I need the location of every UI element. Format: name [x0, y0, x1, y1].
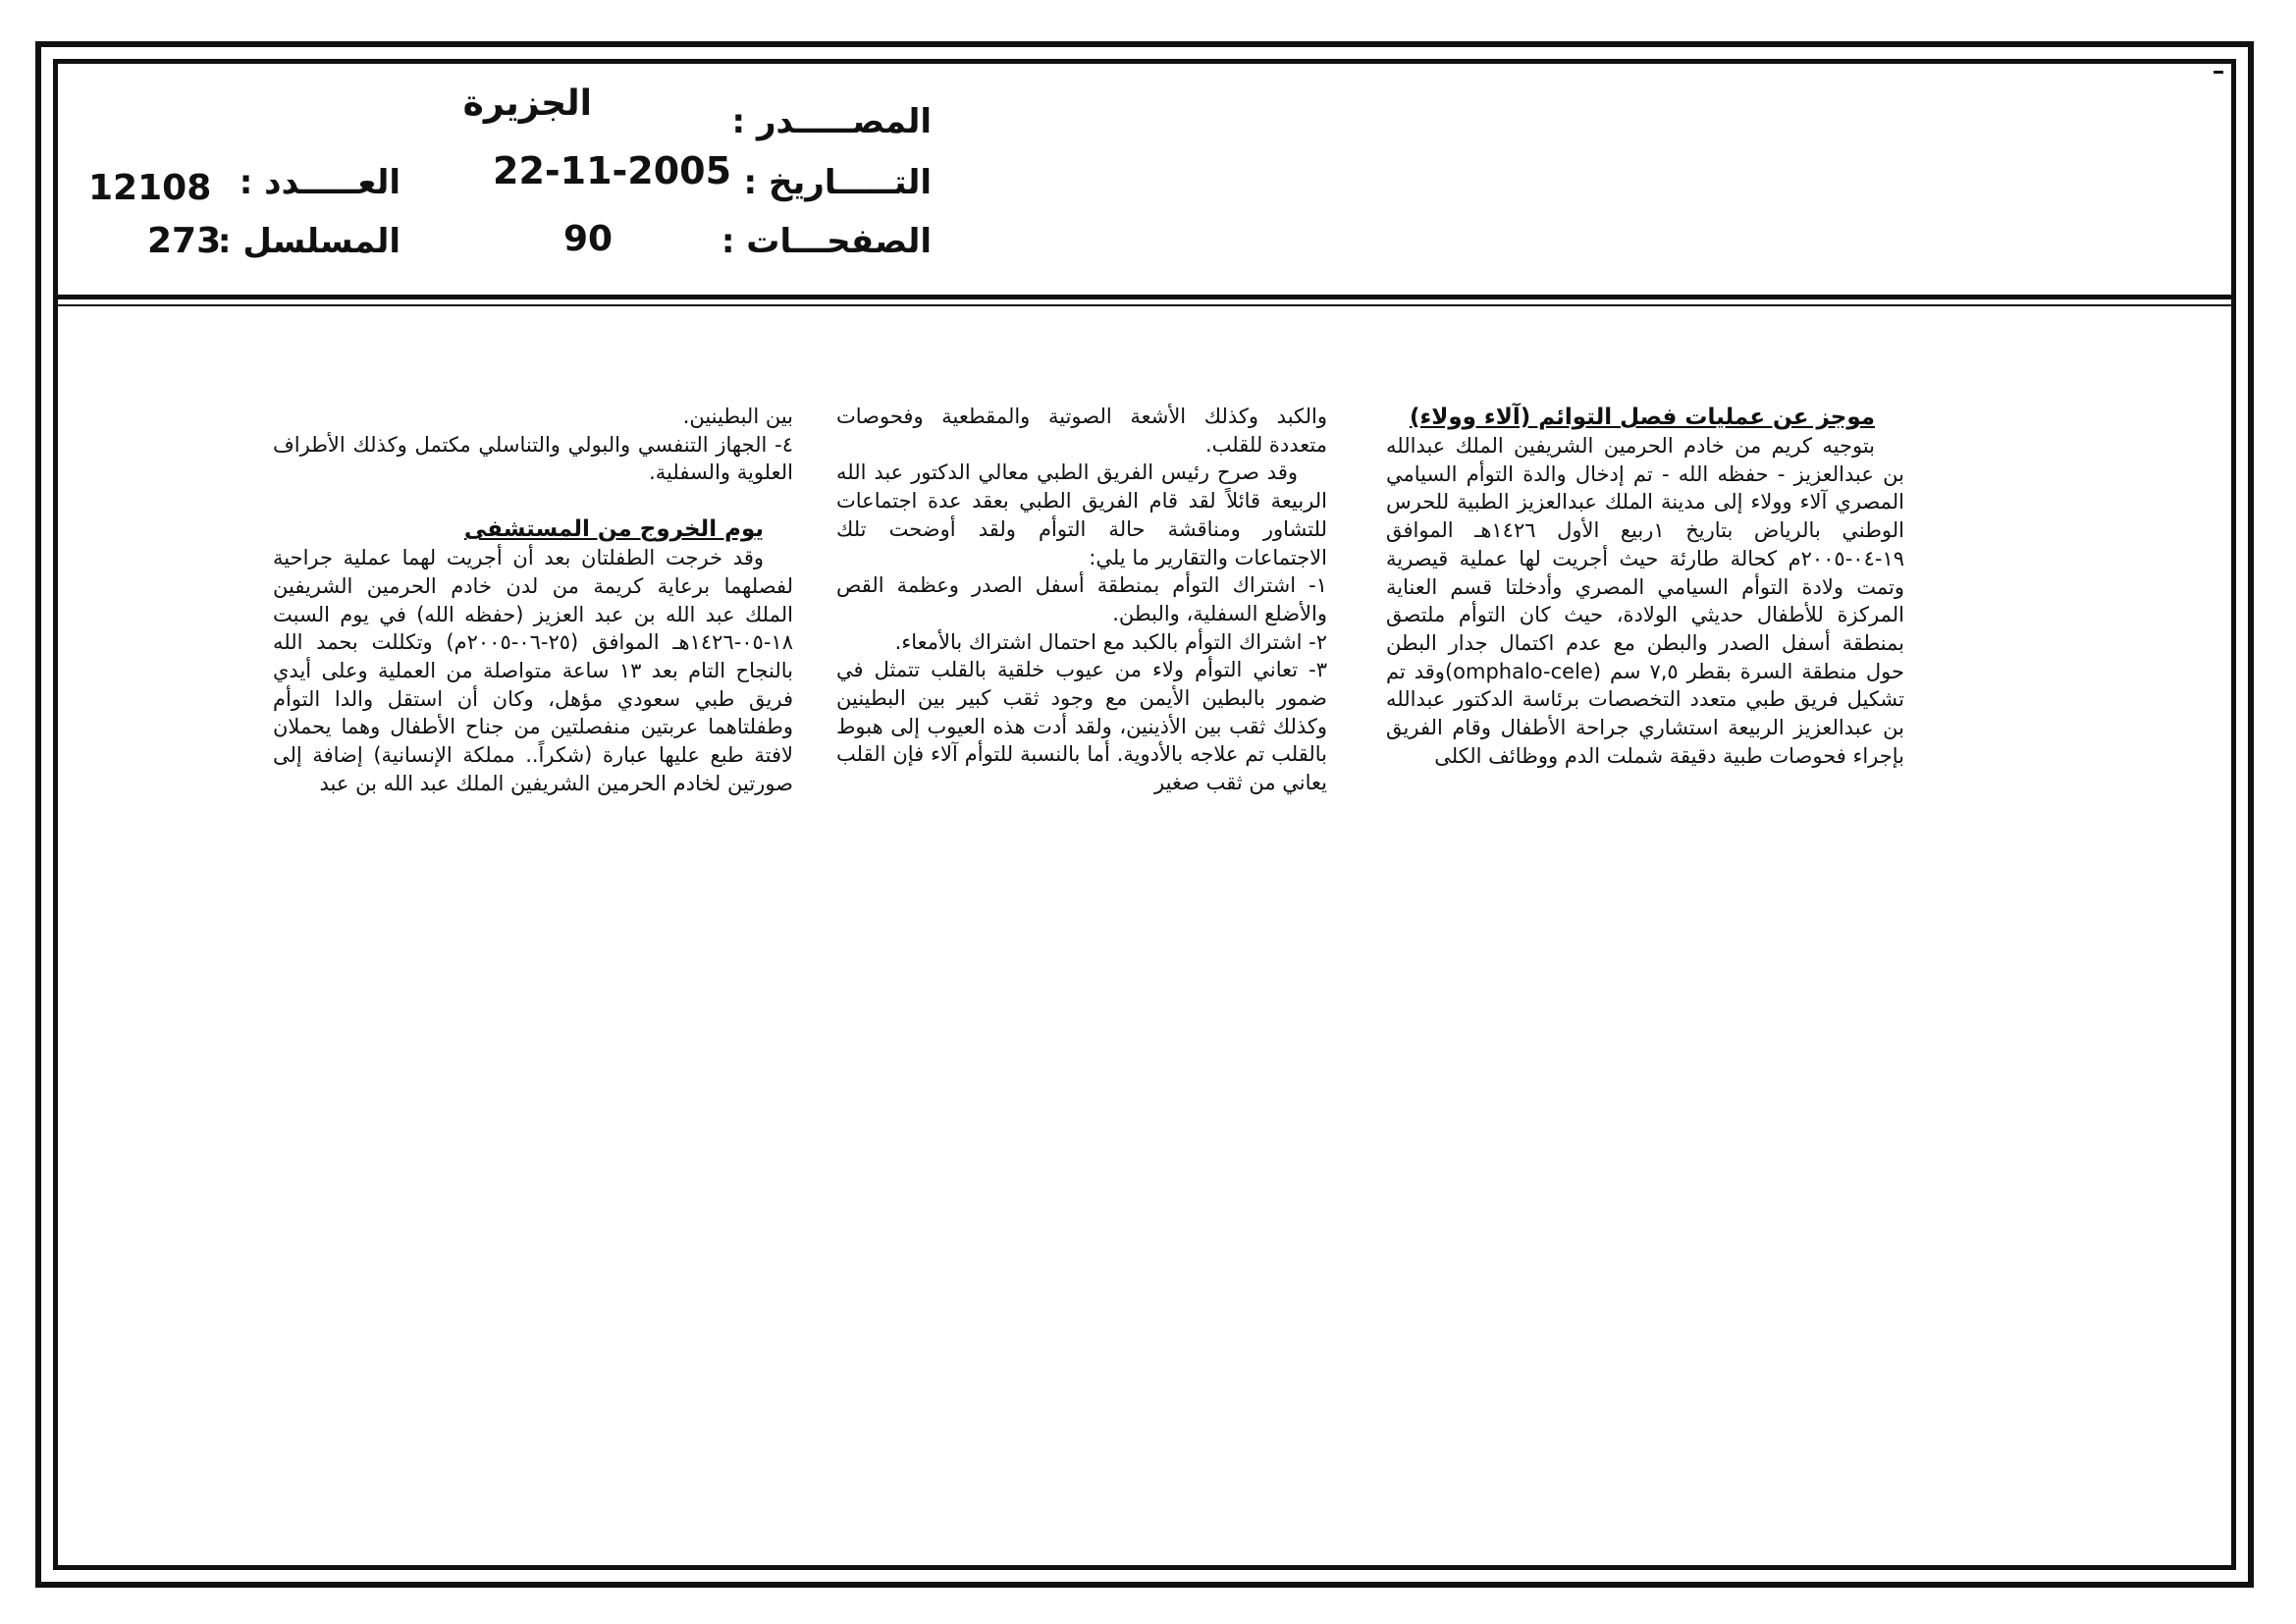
- article-column-3: [273, 403, 793, 797]
- page-border-inner: [53, 59, 2236, 1570]
- section-heading: يوم الخروج من المستشفى: [463, 516, 764, 543]
- corner-mark: [2214, 71, 2223, 74]
- article-list-item: ٤- الجهاز التنفسي والبولي والتناسلي مكتمل وكذلك الأطراف العلوية والسفلية.: [273, 432, 793, 485]
- source-label: المصـــــدر :: [731, 102, 932, 141]
- article-column-2: [836, 403, 1327, 797]
- issue-label: العـــــدد :: [239, 163, 400, 202]
- pages-label: الصفحـــات :: [721, 222, 932, 261]
- article-list-item: ٢- اشتراك التوأم بالكبد مع احتمال اشتراك بالأمعاء.: [894, 629, 1327, 654]
- article-list-item: ٣- تعاني التوأم ولاء من عيوب خلقية بالقلب تتمثل في ضمور بالبطين الأيمن مع وجود ثقب كبير بين البطينين وكذلك ثقب بين الأذينين، ولقد أدت هذه العيوب إلى هبوط بالقلب تم علاجه بالأدوية. أما بالنسبة للتوأم آلاء فإن القلب يعاني من ثقب صغير: [836, 658, 1327, 795]
- pages-value: 90: [563, 219, 614, 259]
- article-title: موجز عن عمليات فصل التوائم (آلاء وولاء): [1409, 405, 1875, 430]
- article-paragraph: بتوجيه كريم من خادم الحرمين الشريفين الملك عبدالله بن عبدالعزيز - حفظه الله - تم إدخال والدة التوأم السيامي المصري آلاء وولاء إلى مدينة الملك عبدالعزيز الطبية للحرس الوطني بالرياض بتاريخ ١ربيع الأول ١٤٢٦هـ الموافق ١٩-٠٤-٢٠٠٥م كحالة طارئة حيث أجريت لها عملية قيصرية وتمت ولادة التوأم السيامي المصري وأدخلتا قسم العناية المركزة للأطفال حديثي الولادة، حيث كان التوأم ملتصق بمنطقة أسفل الصدر والبطن مع عدم اكتمال جدار البطن حول منطقة السرة بقطر ٧,٥ سم (omphalo-cele)وقد تم تشكيل فريق طبي متعدد التخصصات برئاسة الدكتور عبدالله بن عبدالعزيز الربيعة استشاري جراحة الأطفال وقام الفريق بإجراء فحوصات طبية دقيقة شملت الدم ووظائف الكلى: [1386, 434, 1904, 768]
- header-divider: [53, 295, 2236, 299]
- source-value: الجزيرة: [462, 83, 592, 124]
- article-paragraph: وقد خرجت الطفلتان بعد أن أجريت لهما عملية جراحية لفصلهما برعاية كريمة من لدن خادم الحرمين الشريفين الملك عبد الله بن عبد العزيز (حفظه الله) في يوم السبت ١٨-٠٥-١٤٢٦هـ الموافق (٢٥-٠٦-٢٠٠٥م) وتكللت بحمد الله بالنجاح التام بعد ١٣ ساعة متواصلة من العملية وعلى أيدي فريق طبي سعودي مؤهل، وكان أن استقل والدا التوأم وطفلتاهما عربتين منفصلتين من جناح الأطفال وهما يحملان لافتة طبع عليها عبارة (شكراً.. مملكة الإنسانية) إضافة إلى صورتين لخادم الحرمين الشريفين الملك عبد الله بن عبد: [273, 546, 794, 795]
- article-paragraph: والكبد وكذلك الأشعة الصوتية والمقطعية وفحوصات متعددة للقلب.: [836, 405, 1327, 457]
- article-paragraph: وقد صرح رئيس الفريق الطبي معالي الدكتور عبد الله الربيعة قائلاً لقد قام الفريق الطبي بعقد عدة اجتماعات للتشاور ومناقشة حالة التوأم ولقد أوضحت تلك الاجتماعات والتقارير ما يلي:: [836, 460, 1327, 569]
- article-paragraph: بين البطينين.: [682, 405, 793, 428]
- serial-value: 273: [147, 221, 222, 261]
- serial-label: المسلسل :: [217, 222, 400, 261]
- header-divider-thin: [53, 304, 2236, 306]
- article-column-1: [1386, 403, 1904, 770]
- article-list-item: ١- اشتراك التوأم بمنطقة أسفل الصدر وعظمة القص والأضلع السفلية، والبطن.: [836, 573, 1327, 625]
- date-label: التـــــاريخ :: [743, 163, 932, 202]
- date-value: 22-11-2005: [493, 149, 732, 192]
- issue-value: 12108: [88, 168, 212, 208]
